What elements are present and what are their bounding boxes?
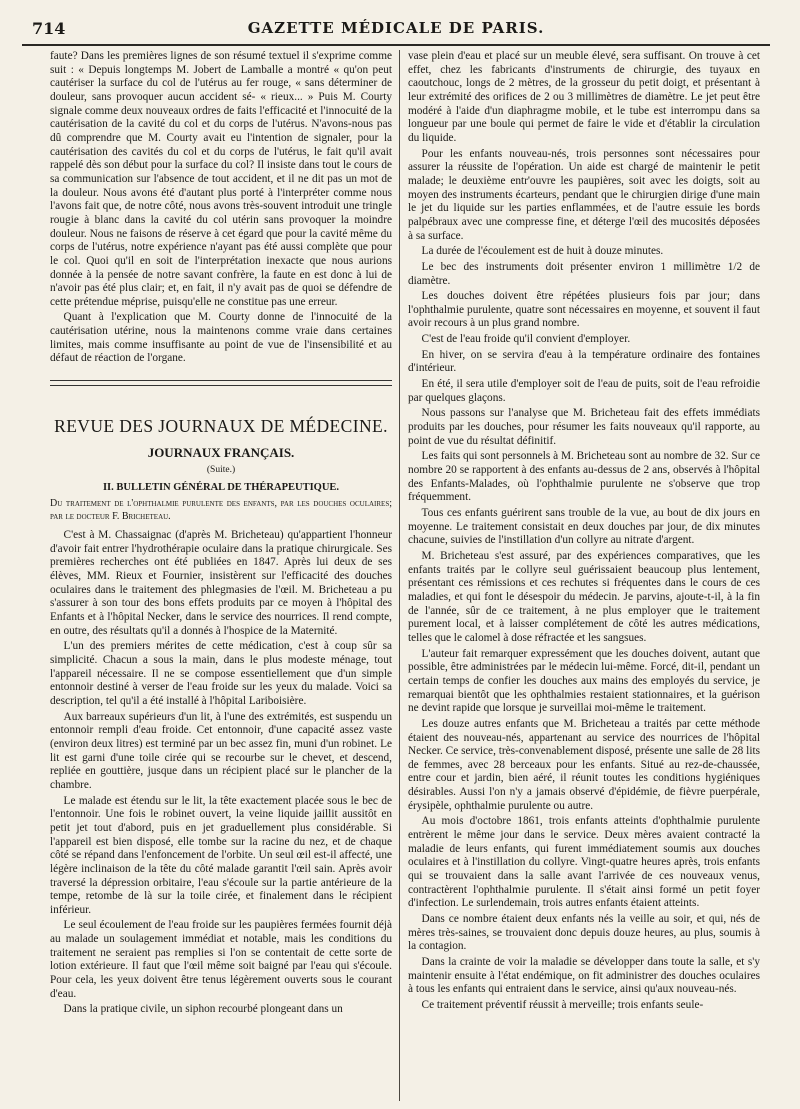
paragraph: C'est à M. Chassaignac (d'après M. Bricheteau) qu'appartient l'honneur d'avoir fait entrer l'hydrothérapie oculaire dans la pratique chirurgicale. Ses premières recherches ont été publiées en 1847. Après lui deux de ses élèves, MM. Rieux et Fournier, insistèrent sur l'efficacité des douches oculaires dans le traitement des phlegmasies de l'œil. M. Bricheteau a pu s'assurer à son tour des bons effets produits par ce moyen à l'hôpital des Enfants et à l'hôpital Necker, dans le service des nourrices. Il rend compte, en outre, des résultats qu'il a donnés à l'hospice de la Maternité.	[50, 529, 392, 637]
paragraph: En hiver, on se servira d'eau à la température ordinaire des fontaines d'intérieur.	[408, 348, 760, 375]
page-header	[22, 14, 770, 46]
paragraph: Les douches doivent être répétées plusieurs fois par jour; dans l'ophthalmie purulente, quatre sont nécessaires en moyenne, et souvent il faut avoir recours à un plus grand nombre.	[408, 290, 760, 330]
paragraph: Ce traitement préventif réussit à merveille; trois enfants seule-	[421, 998, 704, 1011]
bulletin-heading: II. BULLETIN GÉNÉRAL DE THÉRAPEUTIQUE.	[102, 482, 340, 494]
paragraph: En été, il sera utile d'employer soit de l'eau de puits, soit de l'eau refroidie par quelques glaçons.	[408, 378, 760, 404]
paragraph: L'auteur fait remarquer expressément que les douches doivent, autant que possible, être administrées par le médecin lui-même. Forcé, dit-il, pendant un certain temps de confier les douches aux mains des employés du service, je remarquai bientôt que les ophthalmies restaient stationnaires, et la guérison ne devint rapide que lorsque je surveillai moi-même le traitement.	[408, 647, 760, 715]
left-column	[50, 50, 392, 1101]
column-divider	[399, 50, 400, 1101]
paragraph: vase plein d'eau et placé sur un meuble élevé, sera suffisant. On trouve à cet effet, chez les fabricants d'instruments de chirurgie, des tuyaux en caoutchouc, longs de 2 mètres, de la grosseur du petit doigt, et présentant à leur extrémité des orifices de 2 ou 3 millimètres de diamètre. Le jet peut être modéré à l'aide d'un diaphragme mobile, et le tube est interrompu dans sa longueur par une boule qui permet de faire le vide et d'établir la circulation du liquide.	[408, 50, 760, 144]
paragraph: Nous passons sur l'analyse que M. Bricheteau fait des effets immédiats produits par les douches, pour résumer les faits nouveaux qu'il rapporte, au point de vue du résultat définitif.	[408, 407, 760, 447]
paragraph: Aux barreaux supérieurs d'un lit, à l'une des extrémités, est suspendu un entonnoir rempli d'eau froide. Cet entonnoir, d'une capacité assez vaste (environ deux litres) est terminé par un bec assez fin, muni d'un robinet. Le lit est garni d'une toile cirée qui se recourbe sur le chevet, et descend, repliée en gouttière, jusque dans un récipient placé sur le plancher de la chambre.	[50, 710, 392, 791]
paragraph: Le malade est étendu sur le lit, la tête exactement placée sous le bec de l'entonnoir. Une fois le robinet ouvert, la veine liquide jaillit aussitôt en petit jet tout d'abord, puis en jet graduellement plus considérable. Si l'appareil est bien disposé, elle tombe sur la racine du nez, et de chaque côté se répand dans l'enfoncement de l'orbite. Un seul œil est-il affecté, une légère inclinaison de la tête du côté malade garantit l'œil sain. Après avoir traversé la dépression orbitaire, l'eau s'écoule sur la partie antérieure de la tempe, retombe de là sur la toile cirée, et finalement dans le récipient inférieur.	[50, 794, 392, 916]
paragraph: Quant à l'explication que M. Courty donne de l'innocuité de la cautérisation utérine, nous la maintenons comme vraie dans certaines limites, mais comme insuffisante au point de vue de l'insensibilité et au défaut de réaction de l'organe.	[50, 311, 392, 365]
page-number: 714	[32, 19, 66, 38]
paragraph: Dans la crainte de voir la maladie se développer dans toute la salle, et s'y maintenir ensuite à l'état endémique, on fit administrer des douches oculaires à tous les enfants qui entraient dans le service, ainsi qu'aux nouveau-nés.	[408, 956, 760, 996]
paragraph: Le seul écoulement de l'eau froide sur les paupières fermées fournit déjà au malade un soulagement immédiat et notable, mais les conditions du traitement ne seraient pas remplies si l'on se contentait de cette sorte de lotion extérieure. Il faut que l'œil même soit baigné par l'eau qui s'écoule. Pour cela, les yeux doivent être tenus légèrement ouverts sous le courant d'eau.	[50, 919, 392, 1000]
subsection-title: JOURNAUX FRANÇAIS.	[147, 445, 295, 461]
paragraph: Les faits qui sont personnels à M. Bricheteau sont au nombre de 32. Sur ce nombre 20 se rapportent à des enfants au-dessus de 2 ans, observés à l'hôpital des Enfants-Malades, où l'ophthalmie purulente ne s'observe que trop fréquemment.	[408, 450, 760, 504]
suite-note: (Suite.)	[206, 465, 236, 476]
section-rule	[50, 385, 392, 386]
paragraph: Dans la pratique civile, un siphon recourbé plongeant dans un	[63, 1003, 343, 1016]
section-title: REVUE DES JOURNAUX DE MÉDECINE.	[54, 416, 388, 437]
paragraph: Au mois d'octobre 1861, trois enfants atteints d'ophthalmie purulente entrèrent le même jour dans le service. Deux mères avaient contracté la maladie de leurs enfants, qui furent immédiatement soumis aux douches oculaires et à l'instillation du collyre. Vingt-quatre heures après, trois enfants qui se trouvaient dans la salle avant l'arrivée de ces nouveaux venus, contractèrent l'ophthalmie purulente. Il s'était ainsi formé un petit foyer d'infection. Le surlendemain, trois autres enfants étaient atteints.	[408, 815, 760, 910]
journal-title: GAZETTE MÉDICALE DE PARIS.	[247, 19, 545, 37]
article-title: Du traitement de l'ophthalmie purulente des enfants, par les douches oculaires; par le docteur F. Bricheteau.	[50, 498, 392, 522]
paragraph: Le bec des instruments doit présenter environ 1 millimètre 1/2 de diamètre.	[408, 260, 760, 287]
paragraph: Dans ce nombre étaient deux enfants nés la veille au soir, et qui, nés de mères très-saines, se trouvaient donc depuis douze heures, au plus, soumis à la contagion.	[408, 913, 760, 953]
paragraph: La durée de l'écoulement est de huit à douze minutes.	[421, 245, 664, 258]
paragraph: L'un des premiers mérites de cette médication, c'est à coup sûr sa simplicité. Chacun a sous la main, dans le plus modeste ménage, tout l'appareil nécessaire. Il ne se compose essentiellement que d'un simple entonnoir destiné à verser de l'eau froide sur les yeux du malade. Voici sa description, tel qu'il a été installé à l'hôpital Lariboisière.	[50, 640, 392, 707]
right-column	[408, 50, 760, 1101]
paragraph: Pour les enfants nouveau-nés, trois personnes sont nécessaires pour assurer la réussite de l'opération. Un aide est chargé de maintenir le petit malade; le deuxième entr'ouvre les paupières, soit avec les doigts, soit au moyen des instruments écarteurs, pendant que le chirurgien dirige d'une main le jet du liquide sur les parties enflammées, et de l'autre essuie les bords palpébraux avec une compresse fine, et déterge l'œil des mucosités déposées à sa surface.	[408, 147, 760, 242]
paragraph: Tous ces enfants guérirent sans trouble de la vue, au bout de dix jours en moyenne. Le traitement consistait en deux douches par jour, de dix minutes chacune, suivies de l'instillation d'un collyre au nitrate d'argent.	[408, 507, 760, 547]
paragraph: C'est de l'eau froide qu'il convient d'employer.	[421, 333, 631, 346]
paragraph: Les douze autres enfants que M. Bricheteau a traités par cette méthode étaient des nouveau-nés, appartenant au service des nourrices de l'hôpital Necker. Ce service, très-convenablement disposé, présente une salle de 28 lits de femmes, avec 28 berceaux pour les enfants. Situé au rez-de-chaussée, entre cour et jardin, bien aéré, il réunit toutes les conditions hygiéniques désirables. Aussi l'on n'y a jamais observé d'épidémie, de fièvre puerpérale, érysipèle, ophthalmie purulente ou autre.	[408, 717, 760, 812]
paragraph: M. Bricheteau s'est assuré, par des expériences comparatives, que les enfants traités par le collyre seul guérissaient beaucoup plus lentement, présentant ces rémissions et ces rechutes si fréquentes dans le cours de ces maladies, et qui font le désespoir du médecin. Je parvins, ajoute-t-il, à la fin de l'année, sûr de ce traitement, à ne plus employer que le traitement purement local, et à laisser complétement de côté les autres médications, telles que le calomel à dose réfractée et les sangsues.	[408, 549, 760, 644]
paragraph: faute? Dans les premières lignes de son résumé textuel il s'exprime comme suit : « Depuis longtemps M. Jobert de Lamballe a montré « qu'on peut cautériser la surface du col de l'utérus au fer rouge, « sans déterminer de douleur, sans provoquer aucun accident sé- « rieux... » Puis M. Courty signale comme deux nouveaux ordres de faits l'efficacité et l'innocuité de la cautérisation de la cavité du col et du corps de l'utérus. N'avons-nous pas dû comprendre que M. Courty avait eu l'intention de signaler, pour la cautérisation des cavités du col et du corps de l'utérus, le fait qu'il avait rappelé dès son début pour la surface du col? Il insiste dans tout le cours de sa communication sur l'absence de tout accident, et il ne dit pas un mot de la douleur. Nous avons été d'autant plus porté à l'interpréter comme nous l'avons fait que, de notre côté, nous avons très-souvent introduit une tringle rougie à blanc dans la cavité du col utérin sans provoquer la moindre douleur. Nous ne faisons de réserve à cet égard que pour la cavité même du corps de l'utérus, notre expérience n'ayant pas été aussi complète que pour le col. Quoi qu'il en soit de l'interprétation inexacte que nous aurions donnée à la pensée de notre savant confrère, la faute en est donc à lui de n'avoir pas été plus clair; et, en fait, il n'y avait pas de quoi se défendre de cette prétendue méprise, puisqu'elle ne constitue pas une erreur.	[50, 50, 392, 308]
section-rule	[50, 380, 392, 381]
